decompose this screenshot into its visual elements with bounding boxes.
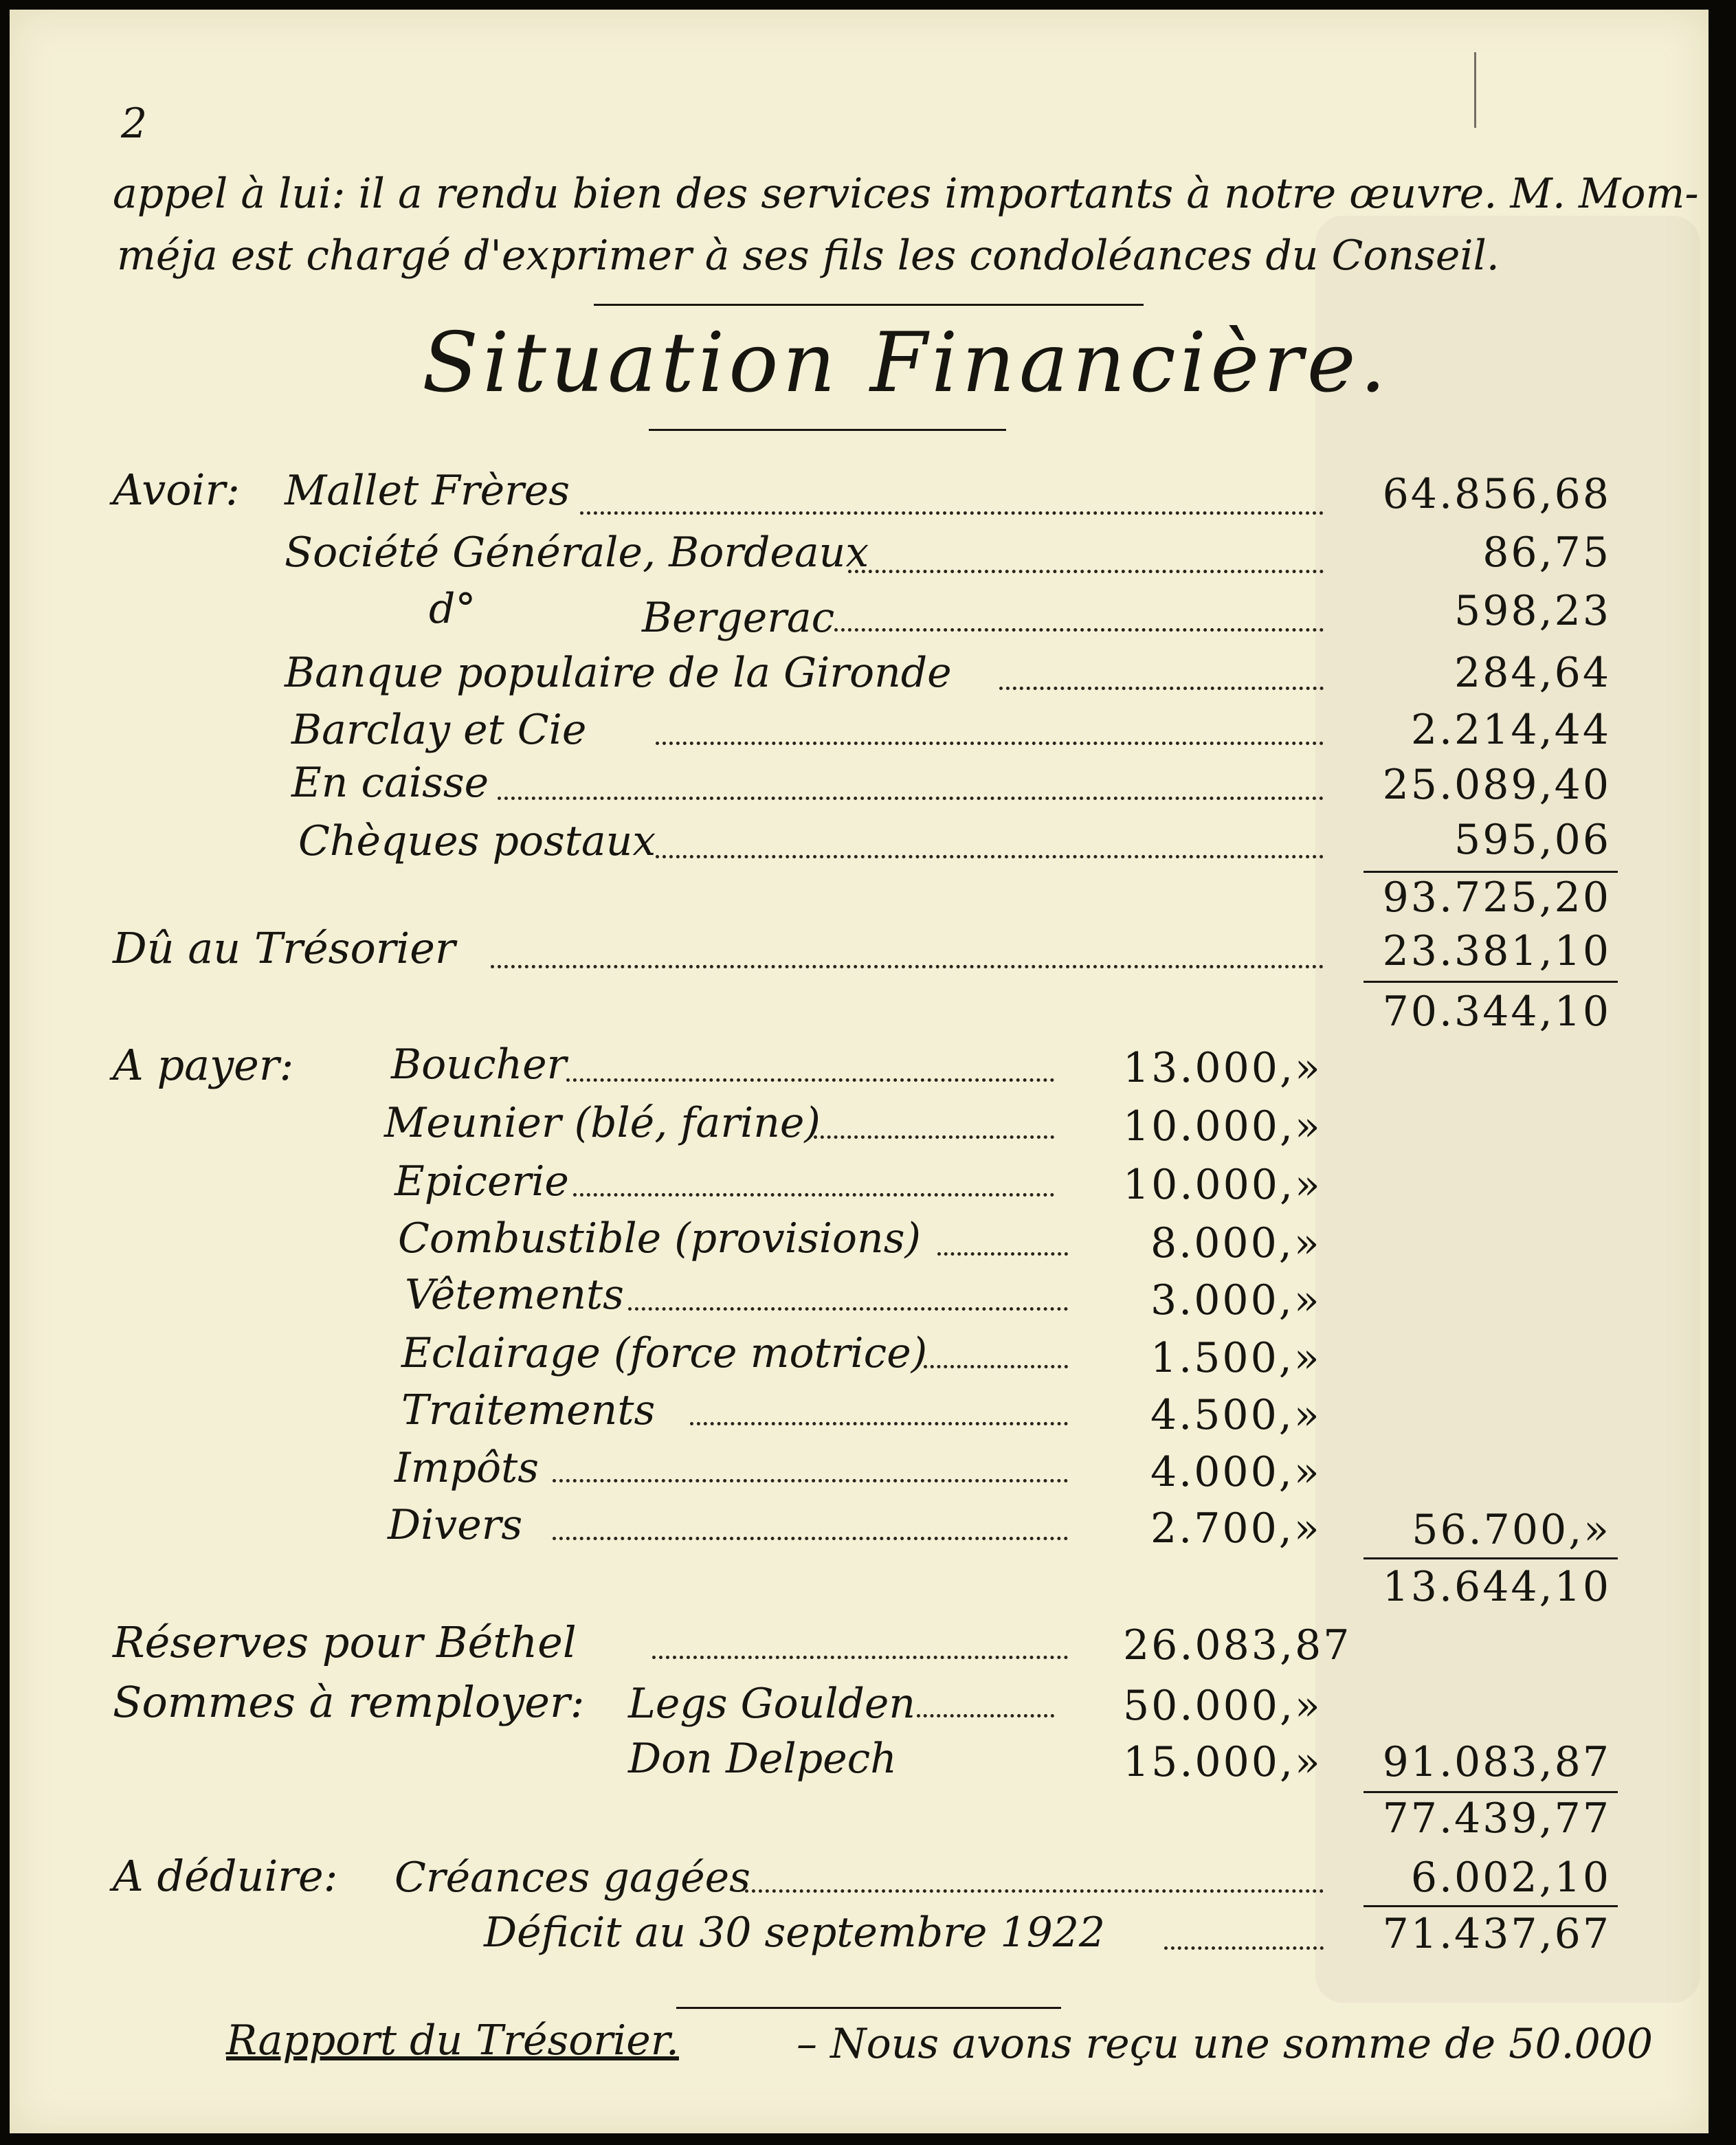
du-tresorier-balance: 70.344,10 (1382, 988, 1611, 1036)
payer-amount-9: 2.700,» (1150, 1504, 1322, 1553)
payer-name-1: Boucher (391, 1041, 567, 1089)
leader-dots (848, 570, 1324, 573)
payer-name-8: Impôts (394, 1444, 539, 1492)
payer-name-3: Epicerie (394, 1157, 569, 1205)
payer-name-4: Combustible (provisions) (398, 1214, 921, 1263)
payer-amount-3: 10.000,» (1123, 1161, 1322, 1209)
avoir-name-2: Société Générale, Bordeaux (285, 529, 869, 577)
avoir-total: 93.725,20 (1382, 874, 1611, 922)
payer-amount-8: 4.000,» (1150, 1448, 1322, 1496)
reserves-bethel-label: Réserves pour Béthel (113, 1617, 577, 1667)
sum-rule (1364, 1557, 1618, 1559)
don-delpech-label: Don Delpech (628, 1735, 897, 1783)
leader-dots (553, 1479, 1068, 1482)
leader-dots (580, 511, 1324, 515)
avoir-amount-4: 284,64 (1454, 649, 1611, 697)
sum-rule (1364, 1905, 1618, 1907)
avoir-name-5: Barclay et Cie (291, 706, 587, 754)
avoir-amount-2: 86,75 (1482, 529, 1611, 577)
payer-name-5: Vêtements (405, 1271, 624, 1319)
avoir-amount-6: 25.089,40 (1382, 761, 1611, 809)
footer-rule (676, 2007, 1061, 2009)
leader-dots (999, 687, 1324, 690)
avoir-amount-1: 64.856,68 (1382, 470, 1611, 518)
du-tresorier-label: Dû au Trésorier (113, 923, 456, 973)
reserves-balance: 77.439,77 (1382, 1794, 1611, 1843)
top-rule (594, 304, 1144, 306)
leader-dots (690, 1422, 1068, 1425)
creances-gagees-amount: 6.002,10 (1410, 1854, 1611, 1902)
payer-amount-5: 3.000,» (1150, 1276, 1322, 1324)
avoir-name-6: En caisse (291, 759, 489, 807)
avoir-amount-3: 598,23 (1454, 587, 1611, 635)
title-rule (649, 429, 1006, 431)
leader-dots (656, 742, 1324, 745)
avoir-amount-7: 595,06 (1454, 816, 1611, 864)
a-deduire-label: A déduire: (113, 1851, 338, 1901)
deficit-label: Déficit au 30 septembre 1922 (484, 1909, 1106, 1957)
deficit-amount: 71.437,67 (1382, 1910, 1611, 1958)
payer-amount-7: 4.500,» (1150, 1391, 1322, 1439)
a-payer-label: A payer: (113, 1040, 294, 1090)
leader-dots (834, 628, 1324, 632)
payer-amount-1: 13.000,» (1123, 1044, 1322, 1092)
payer-name-6: Eclairage (force motrice) (401, 1329, 928, 1377)
creances-gagees-label: Créances gagées (394, 1854, 750, 1902)
avoir-name-7: Chèques postaux (298, 817, 656, 865)
avoir-name-1: Mallet Frères (285, 467, 570, 515)
don-delpech-amount: 15.000,» (1123, 1738, 1322, 1786)
sum-rule (1364, 1791, 1618, 1793)
rapport-text: – Nous avons reçu une somme de 50.000 (797, 2020, 1654, 2068)
intro-line-1: appel à lui: il a rendu bien des services importants à notre œuvre. M. Mom- (113, 170, 1699, 218)
du-tresorier-amount: 23.381,10 (1382, 927, 1611, 975)
sum-rule (1364, 981, 1618, 983)
rapport-title: Rapport du Trésorier. (226, 2016, 679, 2065)
a-payer-balance: 13.644,10 (1382, 1563, 1611, 1611)
payer-name-9: Divers (388, 1501, 523, 1549)
intro-line-2: méja est chargé d'exprimer à ses fils les condoléances du Conseil. (117, 232, 1500, 280)
avoir-amount-5: 2.214,44 (1410, 706, 1611, 754)
leader-dots (917, 1714, 1054, 1718)
avoir-ditto: d° (429, 585, 476, 633)
ink-mark (1474, 52, 1476, 128)
reserves-bethel-amount: 26.083,87 (1123, 1621, 1352, 1669)
payer-amount-4: 8.000,» (1150, 1219, 1322, 1267)
sommes-remployer-label: Sommes à remployer: (113, 1677, 585, 1727)
document-page (10, 10, 1709, 2133)
avoir-label: Avoir: (113, 465, 240, 515)
payer-amount-2: 10.000,» (1123, 1102, 1322, 1151)
legs-goulden-amount: 50.000,» (1123, 1682, 1322, 1730)
legs-goulden-label: Legs Goulden (628, 1680, 916, 1728)
leader-dots (491, 965, 1324, 968)
page-number: 2 (121, 100, 148, 148)
leader-dots (1164, 1946, 1324, 1950)
leader-dots (553, 1537, 1068, 1540)
reserves-total: 91.083,87 (1382, 1738, 1611, 1786)
leader-dots (498, 797, 1324, 800)
leader-dots (656, 855, 1324, 858)
payer-amount-6: 1.500,» (1150, 1334, 1322, 1382)
leader-dots (745, 1889, 1324, 1893)
leader-dots (924, 1365, 1068, 1368)
leader-dots (573, 1193, 1054, 1197)
section-title: Situation Financière. (422, 315, 1390, 411)
avoir-name-4: Banque populaire de la Gironde (285, 649, 952, 697)
payer-name-7: Traitements (401, 1386, 656, 1434)
avoir-name-3: Bergerac (642, 594, 835, 642)
leader-dots (937, 1252, 1068, 1256)
payer-name-2: Meunier (blé, farine) (384, 1099, 821, 1147)
leader-dots (652, 1656, 1068, 1659)
sum-rule (1364, 871, 1618, 873)
leader-dots (814, 1135, 1054, 1139)
a-payer-total: 56.700,» (1412, 1506, 1611, 1554)
leader-dots (628, 1307, 1068, 1311)
leader-dots (566, 1078, 1054, 1082)
